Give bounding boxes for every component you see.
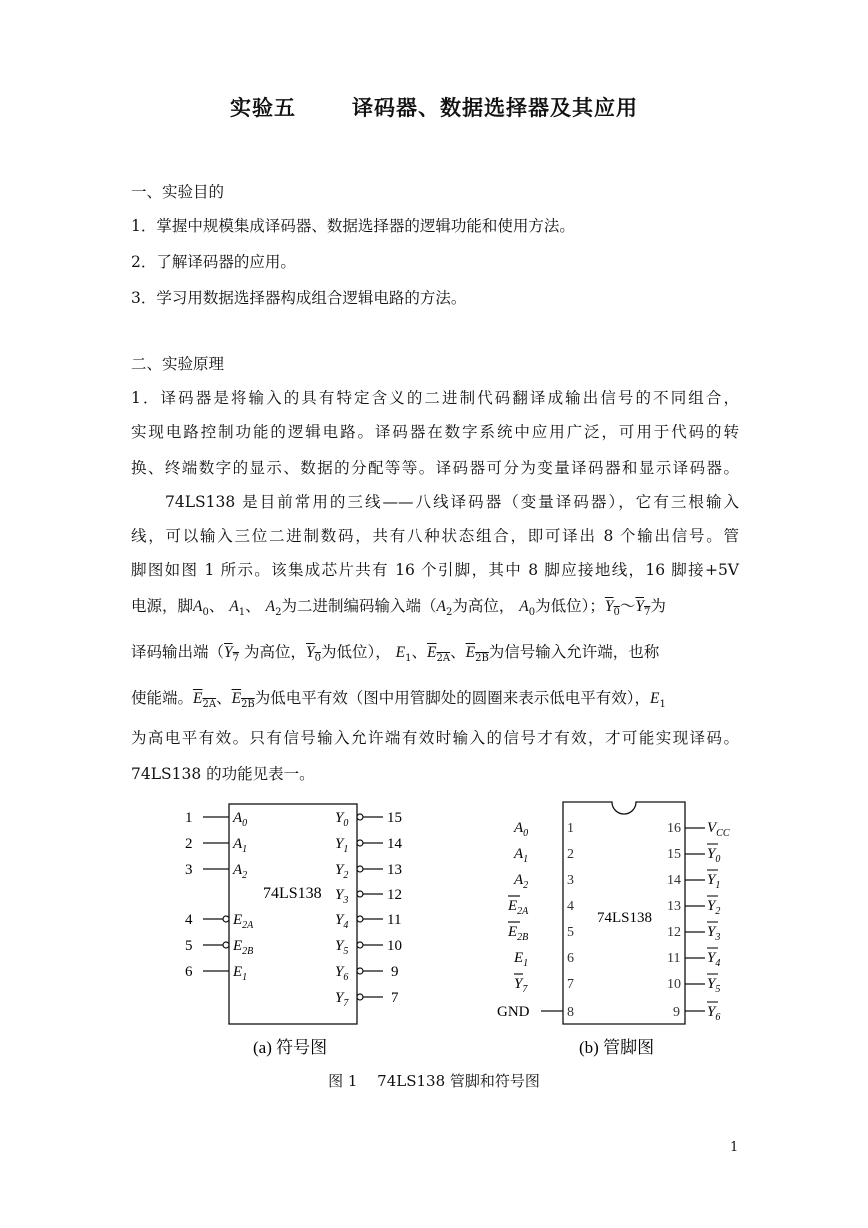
- svg-text:8: 8: [567, 1005, 574, 1020]
- objective-3: 3．学习用数据选择器构成组合逻辑电路的方法。: [131, 289, 467, 307]
- svg-text:Y0: $Y_0$: [335, 810, 349, 829]
- svg-text:E2B: $E_{2B}$: [233, 938, 254, 957]
- svg-text:Y0: $Y_0$: [707, 846, 721, 865]
- section2-heading: 二、实验原理: [131, 355, 225, 373]
- svg-text:Y4: $Y_4$: [335, 912, 349, 931]
- svg-text:5: 5: [567, 925, 574, 940]
- svg-text:A2: $A_2$: [233, 862, 248, 881]
- svg-text:15: 15: [667, 847, 681, 862]
- pin-num-a: 9: [391, 964, 399, 980]
- svg-text:10: 10: [667, 977, 681, 992]
- pin-num-a: 10: [387, 938, 402, 954]
- caption-b: (b) 管脚图: [579, 1038, 655, 1057]
- svg-text:Y1: $Y_1$: [707, 872, 721, 891]
- principle-line-3: 换、终端数字的显示、数据的分配等等。译码器可分为变量译码器和显示译码器。: [131, 459, 739, 477]
- svg-text:16: 16: [667, 821, 681, 836]
- pin-num-a: 1: [185, 810, 193, 826]
- svg-text:E1: $E_1$: [233, 964, 248, 983]
- section1-heading: 一、实验目的: [131, 183, 225, 201]
- pin-num-a: 2: [185, 836, 193, 852]
- svg-text:2: 2: [567, 847, 574, 862]
- objective-1: 1．掌握中规模集成译码器、数据选择器的逻辑功能和使用方法。: [131, 217, 575, 235]
- svg-text:Y2: $Y_2$: [707, 898, 721, 917]
- objective-2: 2．了解译码器的应用。: [131, 253, 296, 271]
- svg-text:6: 6: [567, 951, 574, 966]
- svg-text:Y1: $Y_1$: [335, 836, 349, 855]
- svg-text:A1: $A_1$: [514, 846, 529, 865]
- pin-num-a: 4: [185, 912, 193, 928]
- svg-text:A1: $A_1$: [233, 836, 248, 855]
- svg-text:A0: $A_0$: [233, 810, 248, 829]
- svg-text:A2: $A_2$: [514, 872, 529, 891]
- principle-line-4: 74LS138 是目前常用的三线——八线译码器（变量译码器），它有三根输入: [165, 493, 739, 511]
- pin-num-a: 5: [185, 938, 193, 954]
- principle-line-11: 74LS138 的功能见表一。: [131, 765, 315, 783]
- svg-text:3: 3: [567, 873, 574, 888]
- title-experiment: 实验五: [230, 95, 296, 120]
- svg-text:E1: $E_1$: [514, 950, 529, 969]
- svg-text:4: 4: [567, 899, 574, 914]
- pin-num-a: 13: [387, 862, 402, 878]
- svg-text:7: 7: [567, 977, 574, 992]
- principle-line-10: 为高电平有效。只有信号输入允许端有效时输入的信号才有效，才可能实现译码。: [131, 729, 739, 747]
- pin-num-a: 7: [391, 990, 399, 1006]
- title-topic: 译码器、数据选择器及其应用: [352, 95, 638, 120]
- svg-text:11: 11: [667, 951, 681, 966]
- principle-line-8: 译码输出端（$Y_7$ 为高位，$Y_0$为低位）， $E_1$、$E_{2A}$、$E_{2B}$为信号输入允许端，也称: [131, 643, 660, 665]
- chip-label-b: 74LS138: [597, 910, 653, 926]
- principle-line-5: 线，可以输入三位二进制数码，共有八种状态组合，即可译出 8 个输出信号。管: [131, 527, 739, 545]
- svg-text:13: 13: [667, 899, 681, 914]
- svg-text:Y6: $Y_6$: [707, 1004, 721, 1023]
- pin-num-a: 12: [387, 887, 402, 903]
- principle-line-7: 电源，脚$A_0$、 $A_1$、 $A_2$为二进制编码输入端（$A_2$为高位， $A_0$为低位）；$Y_0\sim Y_7$为: [131, 597, 666, 619]
- principle-line-6: 脚图如图 1 所示。该集成芯片共有 16 个引脚，其中 8 脚应接地线，16 脚接+5V: [131, 561, 739, 579]
- symbol-diagram: [185, 804, 403, 1057]
- principle-line-9: 使能端。$E_{2A}$、$E_{2B}$为低电平有效（图中用管脚处的圆圈来表示低电平有效），$E_1$: [131, 689, 666, 711]
- svg-text:1: 1: [567, 821, 574, 836]
- svg-text:E2B: $E_{2B}$: [508, 924, 529, 943]
- active-low-bubble: [223, 942, 229, 948]
- chip-label-a: 74LS138: [263, 885, 322, 902]
- principle-line-2: 实现电路控制功能的逻辑电路。译码器在数字系统中应用广泛，可用于代码的转: [131, 423, 739, 441]
- active-low-bubble: [223, 916, 229, 922]
- svg-text:Y3: $Y_3$: [335, 887, 349, 906]
- svg-text:14: 14: [667, 873, 681, 888]
- svg-text:Y5: $Y_5$: [335, 938, 349, 957]
- svg-text:Y6: $Y_6$: [335, 964, 349, 983]
- caption-a: (a) 符号图: [253, 1038, 328, 1057]
- figure-74ls138: [175, 798, 775, 1063]
- svg-text:E2A: $E_{2A}$: [233, 912, 254, 931]
- figure-caption: 图 1 74LS138 管脚和符号图: [328, 1072, 540, 1090]
- principle-line-1: 1．译码器是将输入的具有特定含义的二进制代码翻译成输出信号的不同组合，: [131, 389, 739, 407]
- pin-num-a: 6: [185, 964, 193, 980]
- svg-text:VCC: $V_{CC}$: [707, 820, 730, 839]
- svg-text:Y3: $Y_3$: [707, 924, 721, 943]
- svg-text:Y5: $Y_5$: [707, 976, 721, 995]
- pinout-diagram: [497, 802, 730, 1057]
- page-number: 1: [730, 1140, 739, 1155]
- pin-num-a: 3: [185, 862, 193, 878]
- svg-text:Y2: $Y_2$: [335, 862, 349, 881]
- svg-text:12: 12: [667, 925, 681, 940]
- svg-text:Y7: $Y_7$: [335, 990, 349, 1009]
- svg-text:9: 9: [673, 1005, 680, 1020]
- svg-text:A0: $A_0$: [514, 820, 529, 839]
- gnd-label: GND: [497, 1004, 530, 1020]
- svg-text:Y7: $Y_7$: [514, 976, 528, 995]
- pin-num-a: 14: [387, 836, 402, 852]
- svg-text:E2A: $E_{2A}$: [508, 898, 529, 917]
- pin-num-a: 11: [387, 912, 402, 928]
- pin-num-a: 15: [387, 810, 402, 826]
- svg-text:Y4: $Y_4$: [707, 950, 721, 969]
- page-title: [0, 92, 868, 122]
